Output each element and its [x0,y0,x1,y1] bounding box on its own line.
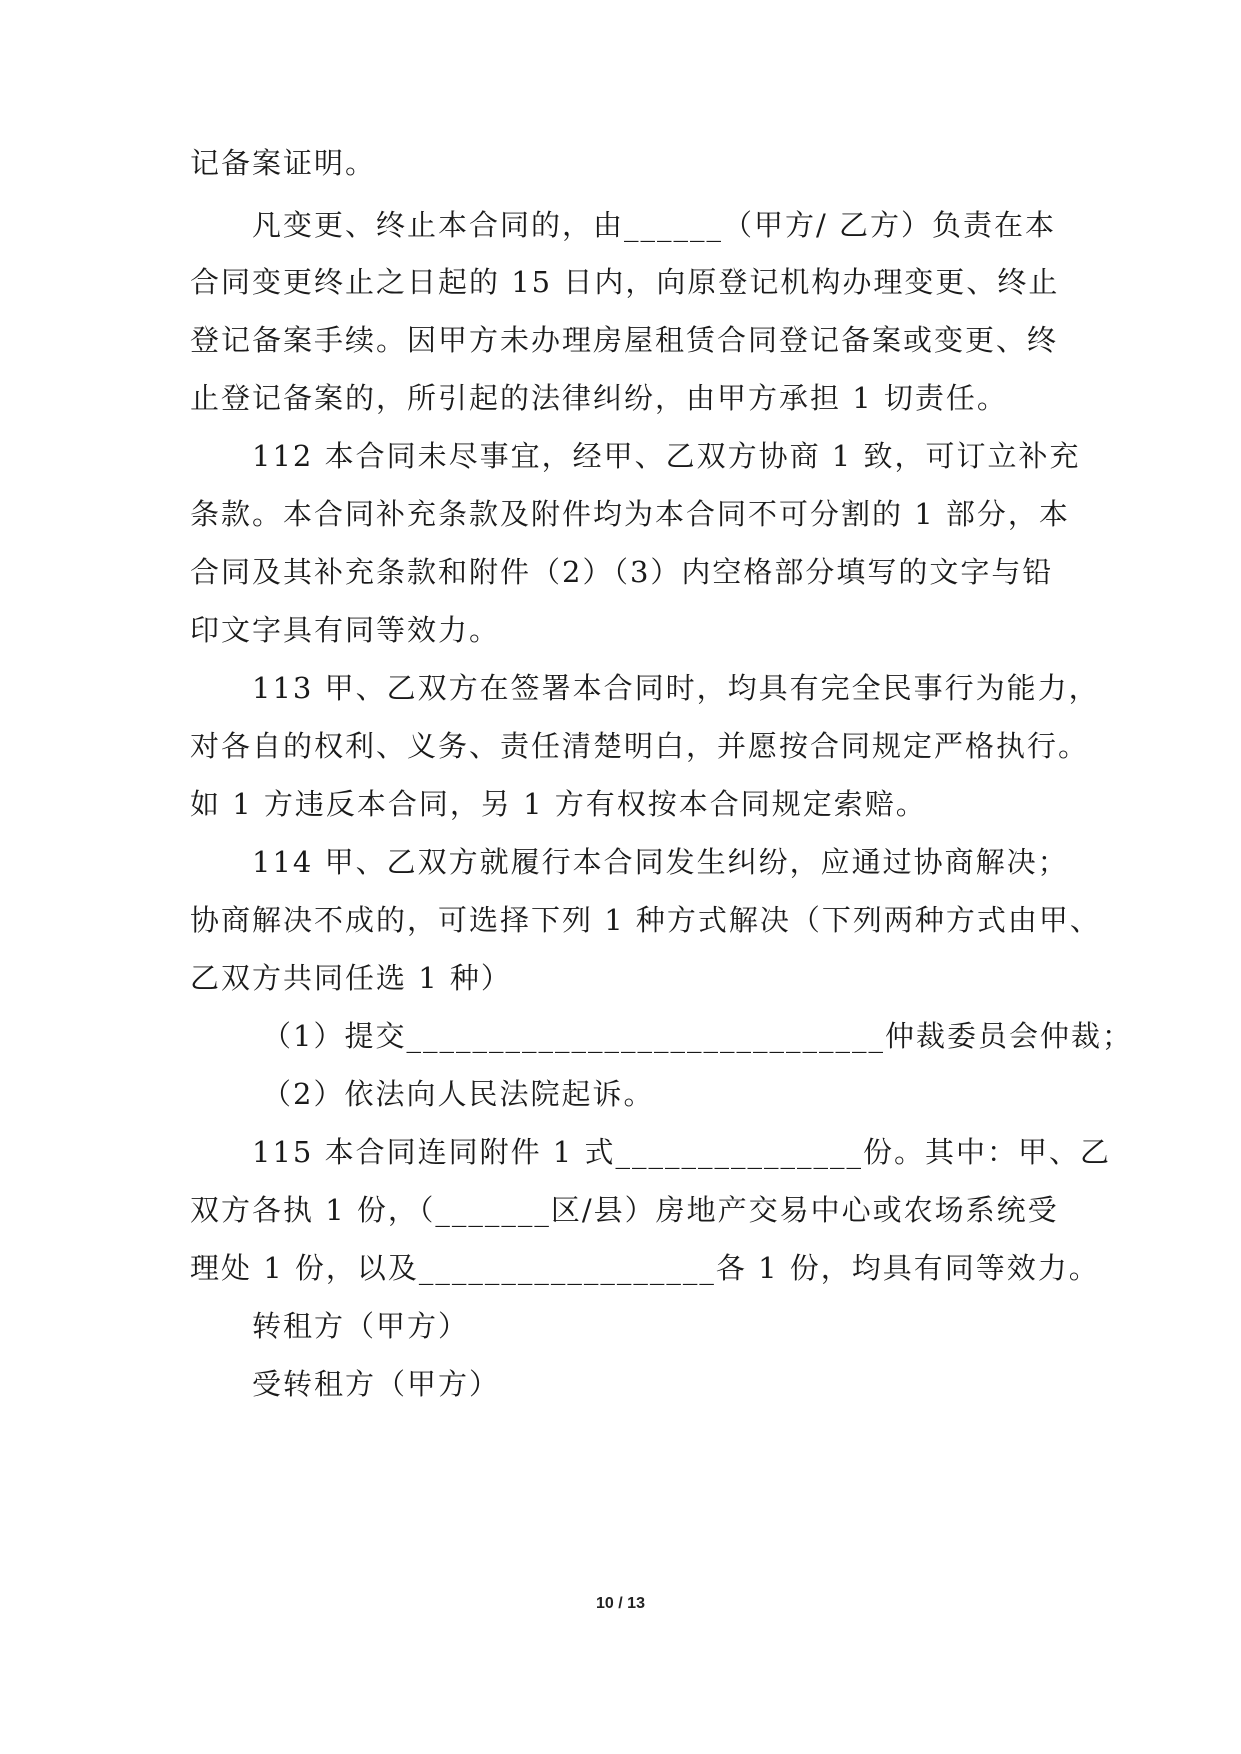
signature-label-lessee: 受转租方（甲方） [252,1367,501,1401]
paragraph-line: 如 1 方违反本合同，另 1 方有权按本合同规定索赔。 [190,787,927,821]
paragraph-line: 止登记备案的，所引起的法律纠纷，由甲方承担 1 切责任。 [190,381,1008,415]
paragraph-line: 112 本合同未尽事宜，经甲、乙双方协商 1 致，可订立补充 [252,439,1081,473]
paragraph-line: 113 甲、乙双方在签署本合同时，均具有完全民事行为能力， [252,671,1100,705]
page-number: 10 / 13 [596,1595,645,1612]
paragraph-line: 115 本合同连同附件 1 式_______________份。其中：甲、乙 [252,1135,1111,1169]
paragraph-line: 印文字具有同等效力。 [190,613,501,647]
signature-label-lessor: 转租方（甲方） [252,1309,470,1343]
paragraph-line: 协商解决不成的，可选择下列 1 种方式解决（下列两种方式由甲、 [190,903,1101,937]
paragraph-line: 凡变更、终止本合同的，由______（甲方/ 乙方）负责在本 [252,208,1056,242]
paragraph-line: 114 甲、乙双方就履行本合同发生纠纷，应通过协商解决； [252,845,1069,879]
paragraph-line: 条款。本合同补充条款及附件均为本合同不可分割的 1 部分，本 [190,497,1070,531]
paragraph-line: 乙双方共同任选 1 种） [190,961,512,995]
paragraph-line: 登记备案手续。因甲方未办理房屋租赁合同登记备案或变更、终 [190,323,1059,357]
paragraph-line: 记备案证明。 [190,146,377,180]
paragraph-line: 对各自的权利、义务、责任清楚明白，并愿按合同规定严格执行。 [190,729,1090,763]
paragraph-line: 理处 1 份，以及__________________各 1 份，均具有同等效力。 [190,1251,1100,1285]
paragraph-line: 合同及其补充条款和附件（2）（3）内空格部分填写的文字与铅 [190,555,1054,589]
list-item: （1）提交_____________________________仲裁委员会仲裁； [262,1019,1133,1053]
paragraph-line: 合同变更终止之日起的 15 日内，向原登记机构办理变更、终止 [190,265,1060,299]
list-item: （2）依法向人民法院起诉。 [262,1077,655,1111]
paragraph-line: 双方各执 1 份，（_______区/县）房地产交易中心或农场系统受 [190,1193,1059,1227]
